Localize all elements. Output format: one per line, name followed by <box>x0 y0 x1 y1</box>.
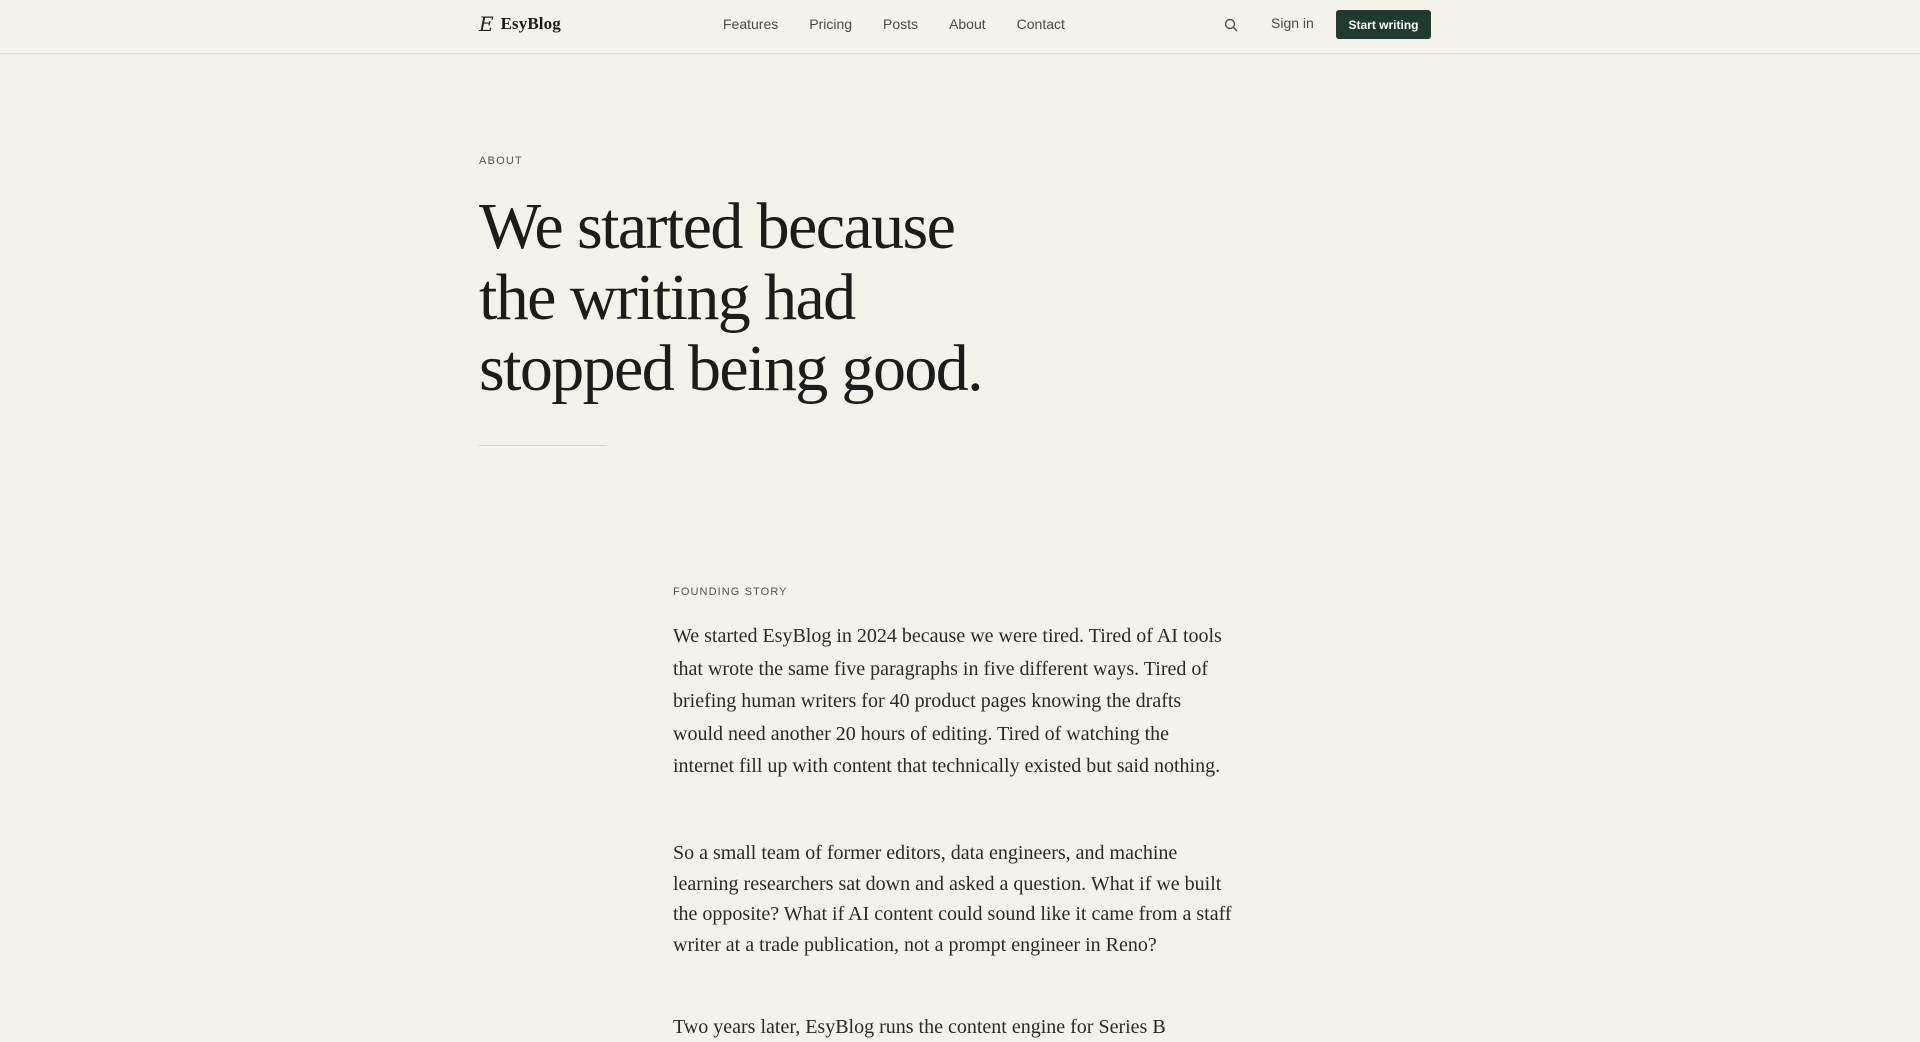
nav-contact[interactable]: Contact <box>1016 16 1065 32</box>
story-paragraph: Two years later, EsyBlog runs the content engine for Series B <box>673 1016 1166 1038</box>
page-eyebrow: ABOUT <box>479 155 523 167</box>
sign-in-link[interactable]: Sign in <box>1271 15 1314 31</box>
nav-features[interactable]: Features <box>723 16 779 32</box>
brand-mark: E <box>479 12 494 36</box>
section-label: FOUNDING STORY <box>673 586 788 598</box>
search-icon <box>1224 18 1238 32</box>
nav-pricing[interactable]: Pricing <box>809 16 853 32</box>
divider <box>479 445 607 446</box>
page-title-line: stopped being good. <box>479 332 983 405</box>
site-header <box>0 0 1920 54</box>
start-writing-button[interactable]: Start writing <box>1336 10 1431 39</box>
nav-about[interactable]: About <box>949 16 986 32</box>
page-title-line: the writing had <box>479 261 855 334</box>
search-button[interactable] <box>1221 15 1241 35</box>
nav-posts[interactable]: Posts <box>883 16 919 32</box>
story-paragraph: We started EsyBlog in 2024 because we were tired. Tired of AI tools that wrote the same five paragraphs in five different ways. Tired of briefing human writers for 40 product pages knowing the drafts would need another 20 hours of editing. Tired of watching the internet fill up with content that technically existed but said nothing. <box>673 625 1222 777</box>
page-title <box>479 191 1099 404</box>
story-paragraph: So a small team of former editors, data engineers, and machine learning researchers sat down and asked a question. What if we built the opposite? What if AI content could sound like it came from a staff writer at a trade publication, not a prompt engineer in Reno? <box>673 842 1232 956</box>
brand-name: EsyBlog <box>500 14 561 33</box>
page-title-line: We started because <box>479 190 955 263</box>
brand-logo[interactable] <box>479 11 561 37</box>
main-nav <box>723 13 1096 35</box>
